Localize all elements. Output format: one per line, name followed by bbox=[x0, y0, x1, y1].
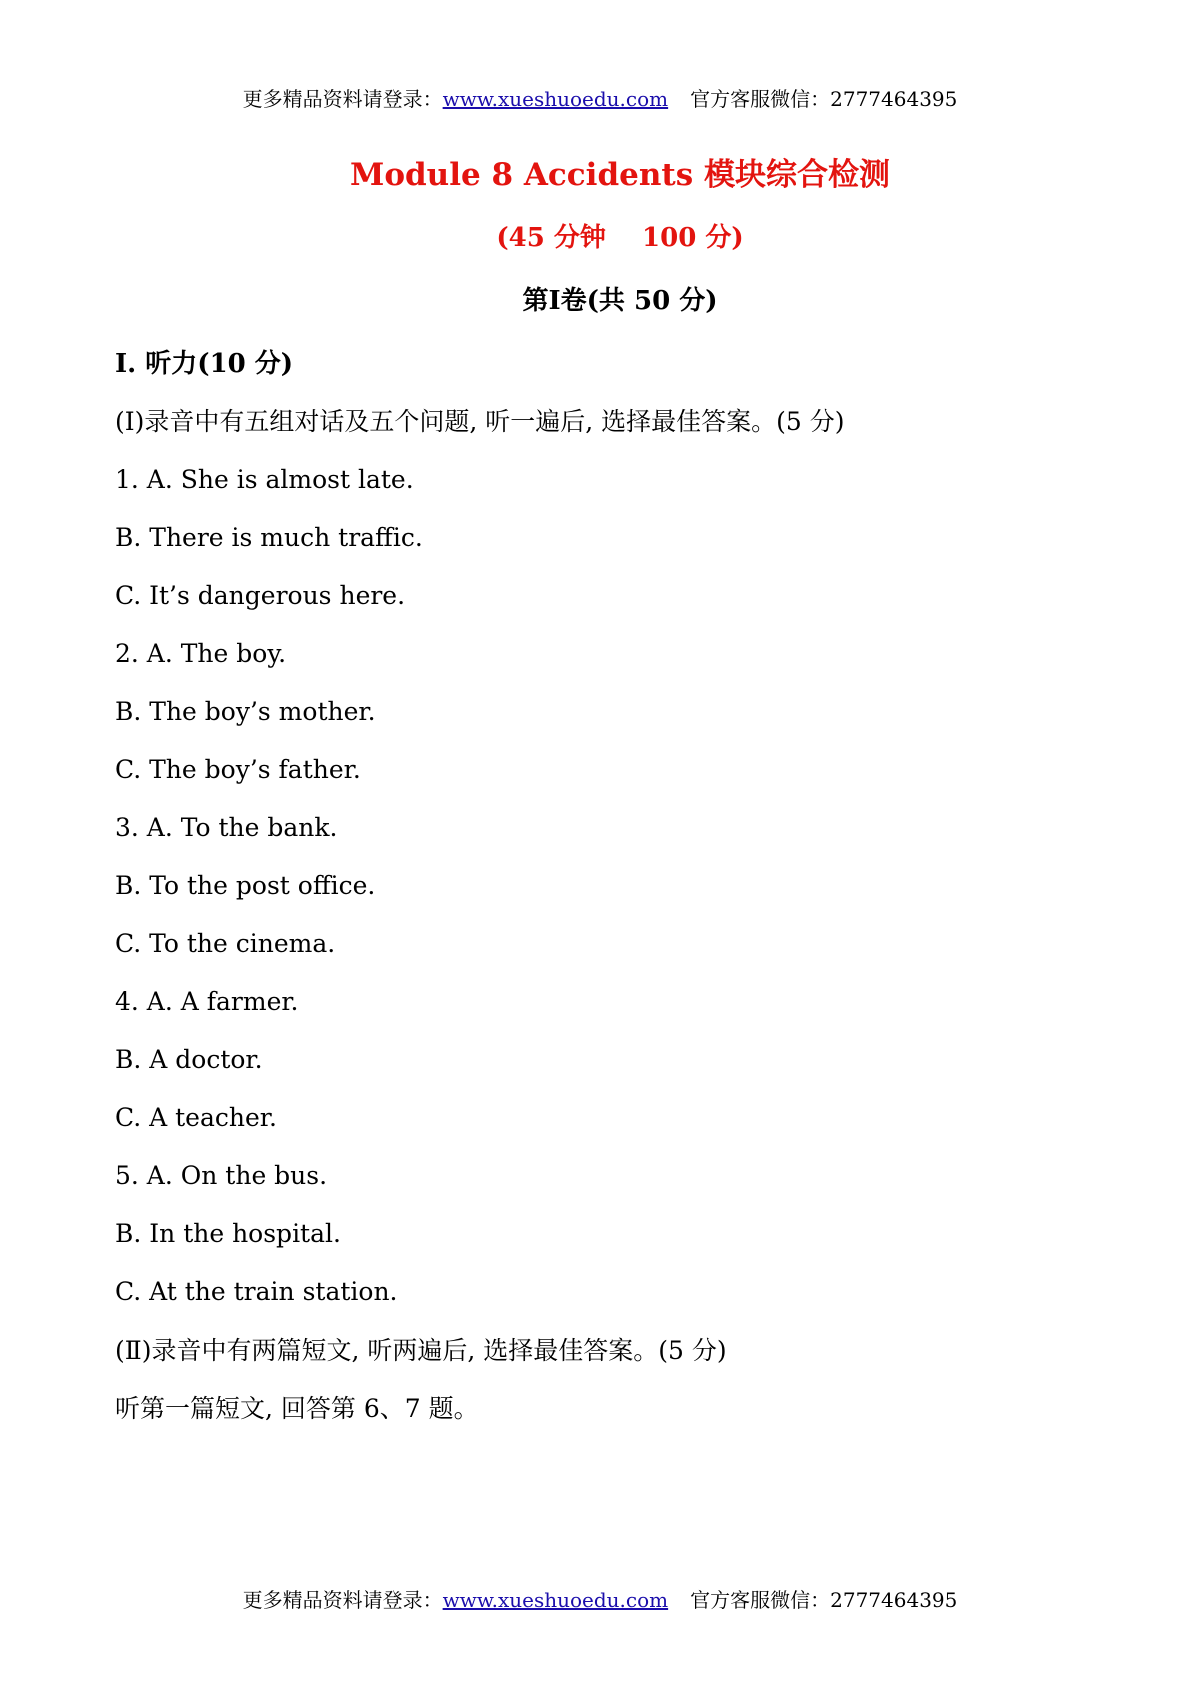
header-website-link[interactable]: www.xueshuoedu.com bbox=[442, 87, 669, 111]
page-footer bbox=[0, 1587, 1200, 1613]
question-2-option-c: C. The boy’s father. bbox=[115, 755, 361, 784]
instructions-part-1: (Ⅰ)录音中有五组对话及五个问题, 听一遍后, 选择最佳答案。(5 分) bbox=[115, 407, 845, 436]
instructions-passage-1: 听第一篇短文, 回答第 6、7 题。 bbox=[115, 1394, 479, 1423]
question-1-option-a: 1. A. She is almost late. bbox=[115, 465, 414, 494]
question-4-option-a: 4. A. A farmer. bbox=[115, 987, 299, 1016]
volume-heading: 第Ⅰ卷(共 50 分) bbox=[522, 286, 718, 316]
question-3-option-c: C. To the cinema. bbox=[115, 929, 336, 958]
question-4-option-c: C. A teacher. bbox=[115, 1103, 277, 1132]
section-heading-listening: Ⅰ. 听力(10 分) bbox=[115, 349, 294, 379]
question-2-option-a: 2. A. The boy. bbox=[115, 639, 287, 668]
question-4-option-b: B. A doctor. bbox=[115, 1045, 263, 1074]
question-1-option-c: C. It’s dangerous here. bbox=[115, 581, 406, 610]
question-3-option-b: B. To the post office. bbox=[115, 871, 376, 900]
footer-prefix: 更多精品资料请登录： bbox=[242, 1588, 443, 1612]
exam-duration-score: (45 分钟 100 分) bbox=[496, 223, 744, 253]
document-title: Module 8 Accidents 模块综合检测 bbox=[350, 157, 890, 193]
question-3-option-a: 3. A. To the bank. bbox=[115, 813, 338, 842]
question-1-option-b: B. There is much traffic. bbox=[115, 523, 423, 552]
question-5-option-a: 5. A. On the bus. bbox=[115, 1161, 328, 1190]
question-5-option-b: B. In the hospital. bbox=[115, 1219, 341, 1248]
footer-contact: 官方客服微信：2777464395 bbox=[690, 1588, 958, 1612]
question-5-option-c: C. At the train station. bbox=[115, 1277, 398, 1306]
page-header bbox=[0, 86, 1200, 112]
header-contact: 官方客服微信：2777464395 bbox=[690, 87, 958, 111]
footer-website-link[interactable]: www.xueshuoedu.com bbox=[442, 1588, 669, 1612]
instructions-part-2: (Ⅱ)录音中有两篇短文, 听两遍后, 选择最佳答案。(5 分) bbox=[115, 1336, 727, 1365]
header-prefix: 更多精品资料请登录： bbox=[242, 87, 443, 111]
question-2-option-b: B. The boy’s mother. bbox=[115, 697, 376, 726]
